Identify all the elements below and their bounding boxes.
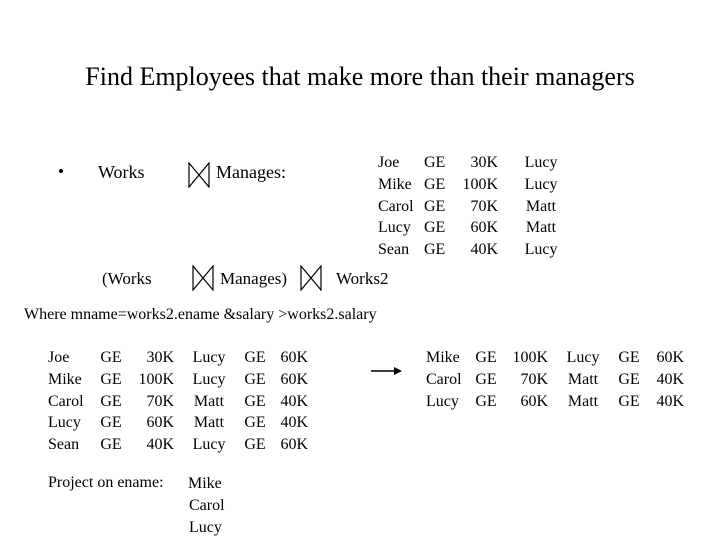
page-title: Find Employees that make more than their managers bbox=[85, 62, 635, 91]
table-cell: Matt bbox=[193, 392, 225, 410]
result-table-salary-col bbox=[500, 347, 548, 412]
table-cell: Lucy bbox=[566, 349, 600, 366]
table-cell: GE bbox=[244, 392, 266, 410]
table-cell: Lucy bbox=[426, 392, 459, 410]
table-cell: 70K bbox=[470, 197, 498, 215]
table-cell: 60K bbox=[520, 392, 548, 410]
table-cell: Matt bbox=[525, 197, 557, 215]
table-cell: 40K bbox=[470, 241, 498, 259]
result-table-mname-col bbox=[562, 347, 604, 412]
natural-join-icon bbox=[192, 265, 214, 291]
table-cell: GE bbox=[424, 175, 446, 193]
table-cell: GE bbox=[244, 436, 266, 454]
result-table-dept2-col bbox=[614, 347, 644, 412]
table-cell: 60K bbox=[280, 370, 308, 388]
table-cell: GE bbox=[475, 349, 497, 366]
manages-table-dept-col bbox=[424, 152, 445, 261]
table-cell: 30K bbox=[470, 154, 498, 171]
table-cell: 100K bbox=[462, 175, 498, 193]
table-cell: Matt bbox=[525, 219, 557, 237]
join-table-dept2-col bbox=[240, 347, 270, 456]
result-table-ename-col bbox=[426, 347, 462, 412]
join-table-ename-col bbox=[48, 347, 84, 456]
table-cell: 70K bbox=[520, 370, 548, 388]
table-cell: Lucy bbox=[378, 219, 411, 237]
table-cell: Sean bbox=[378, 241, 410, 259]
manages-table-ename-col bbox=[378, 152, 414, 261]
table-cell: Lucy bbox=[524, 175, 558, 193]
manages-table-mname-col bbox=[516, 152, 566, 261]
join-table-salary-col bbox=[126, 347, 174, 456]
table-cell: GE bbox=[618, 392, 640, 410]
join-manages-label: Manages) bbox=[220, 269, 288, 288]
table-cell: GE bbox=[424, 219, 446, 237]
table-cell: Mike bbox=[48, 370, 82, 388]
table-cell: GE bbox=[100, 414, 122, 432]
project-label: Project on ename: bbox=[48, 474, 164, 491]
arrow-right-icon bbox=[370, 364, 404, 378]
table-cell: 60K bbox=[656, 349, 684, 366]
table-cell: 40K bbox=[280, 414, 308, 432]
table-cell: Matt bbox=[567, 392, 599, 410]
table-cell: 100K bbox=[512, 349, 548, 366]
table-cell: Carol bbox=[426, 370, 462, 388]
table-cell: Joe bbox=[378, 154, 400, 171]
join-table-dept-col bbox=[96, 347, 126, 456]
table-cell: 60K bbox=[280, 349, 308, 366]
table-cell: GE bbox=[618, 349, 640, 366]
table-cell: GE bbox=[618, 370, 640, 388]
table-cell: Lucy bbox=[48, 414, 81, 432]
where-clause: Where mname=works2.ename &salary >works2.salary bbox=[24, 306, 377, 323]
result-table-dept-col bbox=[472, 347, 500, 412]
table-cell: GE bbox=[244, 414, 266, 432]
list-item: Mike bbox=[188, 475, 222, 492]
table-cell: 40K bbox=[280, 392, 308, 410]
table-cell: GE bbox=[475, 370, 497, 388]
table-cell: GE bbox=[475, 392, 497, 410]
result-table-salary2-col bbox=[646, 347, 684, 412]
table-cell: GE bbox=[424, 154, 446, 171]
table-cell: Lucy bbox=[524, 154, 558, 171]
list-item: Lucy bbox=[189, 518, 222, 536]
table-cell: Carol bbox=[378, 197, 414, 215]
table-cell: GE bbox=[424, 197, 446, 215]
bullet: • bbox=[58, 162, 64, 181]
list-item: Carol bbox=[189, 496, 225, 514]
table-cell: GE bbox=[100, 436, 122, 454]
table-cell: 40K bbox=[656, 370, 684, 388]
table-cell: GE bbox=[100, 370, 122, 388]
table-cell: 60K bbox=[146, 414, 174, 432]
join-table-salary2-col bbox=[272, 347, 308, 456]
table-cell: Mike bbox=[378, 175, 412, 193]
table-cell: 70K bbox=[146, 392, 174, 410]
manages-label: Manages: bbox=[216, 162, 286, 182]
table-cell: Lucy bbox=[192, 436, 226, 454]
table-cell: Lucy bbox=[524, 241, 558, 259]
table-cell: Sean bbox=[48, 436, 80, 454]
table-cell: Lucy bbox=[192, 370, 226, 388]
table-cell: GE bbox=[244, 349, 266, 366]
table-cell: Mike bbox=[426, 349, 460, 366]
table-cell: Carol bbox=[48, 392, 84, 410]
theta-join-icon bbox=[300, 265, 322, 291]
table-cell: 30K bbox=[146, 349, 174, 366]
join-works2-label: Works2 bbox=[336, 269, 389, 288]
table-cell: 40K bbox=[656, 392, 684, 410]
table-cell: GE bbox=[244, 370, 266, 388]
table-cell: 60K bbox=[280, 436, 308, 454]
table-cell: GE bbox=[100, 392, 122, 410]
join-open-label: (Works bbox=[102, 269, 152, 288]
projection-list bbox=[188, 473, 225, 538]
manages-table-salary-col bbox=[450, 152, 498, 261]
table-cell: 60K bbox=[470, 219, 498, 237]
natural-join-icon bbox=[188, 162, 210, 188]
table-cell: GE bbox=[424, 241, 446, 259]
table-cell: GE bbox=[100, 349, 122, 366]
works-label: Works bbox=[98, 162, 145, 182]
table-cell: Joe bbox=[48, 349, 70, 366]
table-cell: 100K bbox=[138, 370, 174, 388]
table-cell: Matt bbox=[193, 414, 225, 432]
join-table-mname-col bbox=[186, 347, 232, 456]
table-cell: 40K bbox=[146, 436, 174, 454]
table-cell: Lucy bbox=[192, 349, 226, 366]
table-cell: Matt bbox=[567, 370, 599, 388]
